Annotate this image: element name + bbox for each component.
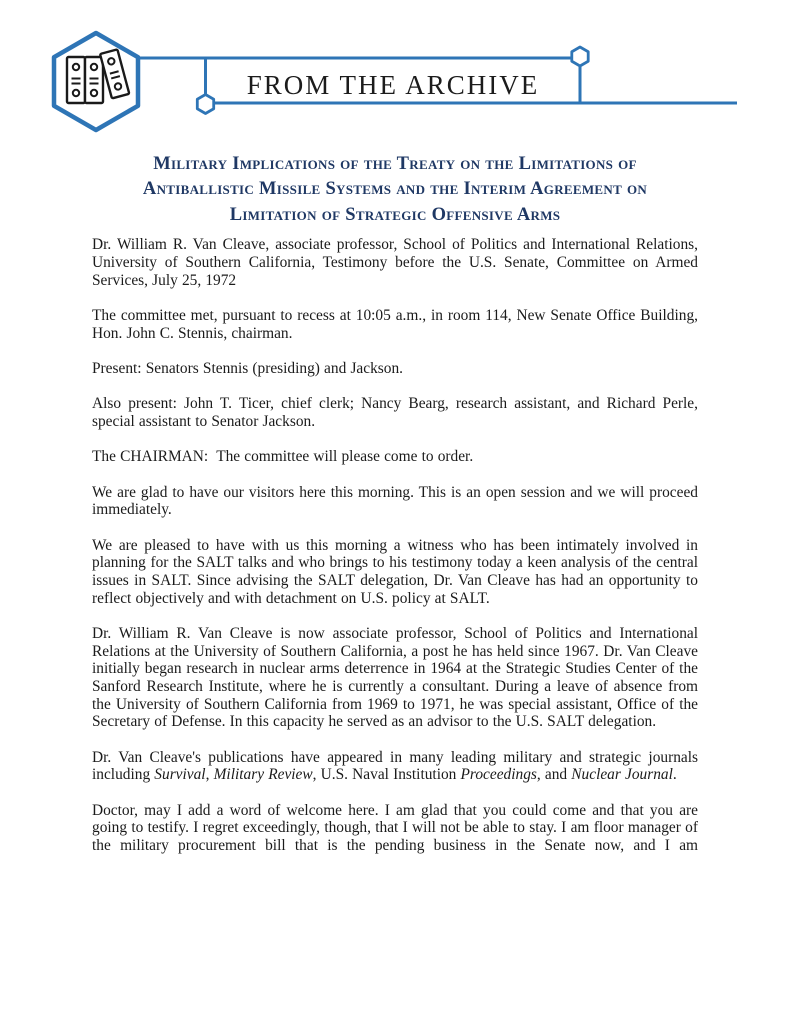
paragraph bbox=[92, 360, 698, 378]
paragraph bbox=[92, 749, 698, 784]
text-run: Dr. Van Cleave's publications have appeared in many leading military and strategic journals including bbox=[92, 748, 698, 784]
document-title-line-1: Military Implications of the Treaty on the Limitations of bbox=[153, 154, 637, 174]
paragraph bbox=[92, 802, 698, 855]
text-run: The committee met, pursuant to recess at 10:05 a.m., in room 114, New Senate Office Building, Hon. John C. Stennis, chairman. bbox=[92, 306, 698, 342]
text-run: Doctor, may I add a word of welcome here. I am glad that you could come and that you are going to testify. I regret exceedingly, though, that I will not be able to stay. I am floor manager of the military procurement bill that is the pending business in the Senate now, and I am bbox=[92, 801, 698, 855]
text-run: We are pleased to have with us this morning a witness who has been intimately involved in planning for the SALT talks and who brings to his testimony today a keen analysis of the central issues in SALT. Since advising the SALT delegation, Dr. Van Cleave has had an opportunity to reflect objectively and with detachment on U.S. policy at SALT. bbox=[92, 536, 698, 607]
paragraph bbox=[92, 395, 698, 430]
paragraph bbox=[92, 236, 698, 289]
text-run: , U.S. Naval Institution bbox=[312, 766, 461, 784]
document-title-line-3: Limitation of Strategic Offensive Arms bbox=[229, 204, 561, 225]
paragraph bbox=[92, 484, 698, 519]
text-run: Present: Senators Stennis (presiding) and Jackson. bbox=[92, 359, 404, 377]
text-run: Dr. William R. Van Cleave is now associate professor, School of Politics and International Relations at the University of Southern California, a post he has held since 1967. Dr. Van Cleave initially began research in nuclear arms deterrence in 1964 at the Strategic Studies Center of the Sanford Research Institute, where he is currently a consultant. During a leave of absence from the University of Southern California from 1969 to 1971, he was special assistant, Office of the Secretary of Defense. In this capacity he served as an advisor to the U.S. SALT delegation. bbox=[92, 624, 698, 731]
text-run: Also present: John T. Ticer, chief clerk; Nancy Bearg, research assistant, and Richard Perle, special assistant to Senator Jackson. bbox=[92, 395, 698, 430]
italic-text-run: Military Review bbox=[213, 766, 313, 784]
paragraph bbox=[92, 537, 698, 608]
italic-text-run: Proceedings bbox=[460, 766, 537, 784]
italic-text-run: Survival bbox=[154, 766, 206, 784]
paragraph bbox=[92, 625, 698, 731]
text-run: , and bbox=[536, 766, 572, 784]
document-body bbox=[92, 0, 698, 872]
paragraphs-container bbox=[92, 236, 698, 855]
paragraph bbox=[92, 307, 698, 342]
italic-text-run: Nuclear Journal bbox=[571, 766, 673, 784]
text-run: . bbox=[672, 766, 677, 784]
text-run: We are glad to have our visitors here this morning. This is an open session and we will proceed immediately. bbox=[92, 483, 698, 519]
document-title-line-2: Antiballistic Missile Systems and the Interim Agreement on bbox=[142, 179, 648, 200]
paragraph bbox=[92, 448, 698, 466]
document-title bbox=[92, 152, 698, 228]
banner-title: FROM THE ARCHIVE bbox=[246, 70, 540, 100]
text-run: The CHAIRMAN: The committee will please come to order. bbox=[92, 448, 474, 466]
text-run: Dr. William R. Van Cleave, associate professor, School of Politics and International Relations, University of Southern California, Testimony before the U.S. Senate, Committee on Armed Services, July 25, 1972 bbox=[92, 236, 698, 289]
text-run: , bbox=[205, 766, 214, 784]
